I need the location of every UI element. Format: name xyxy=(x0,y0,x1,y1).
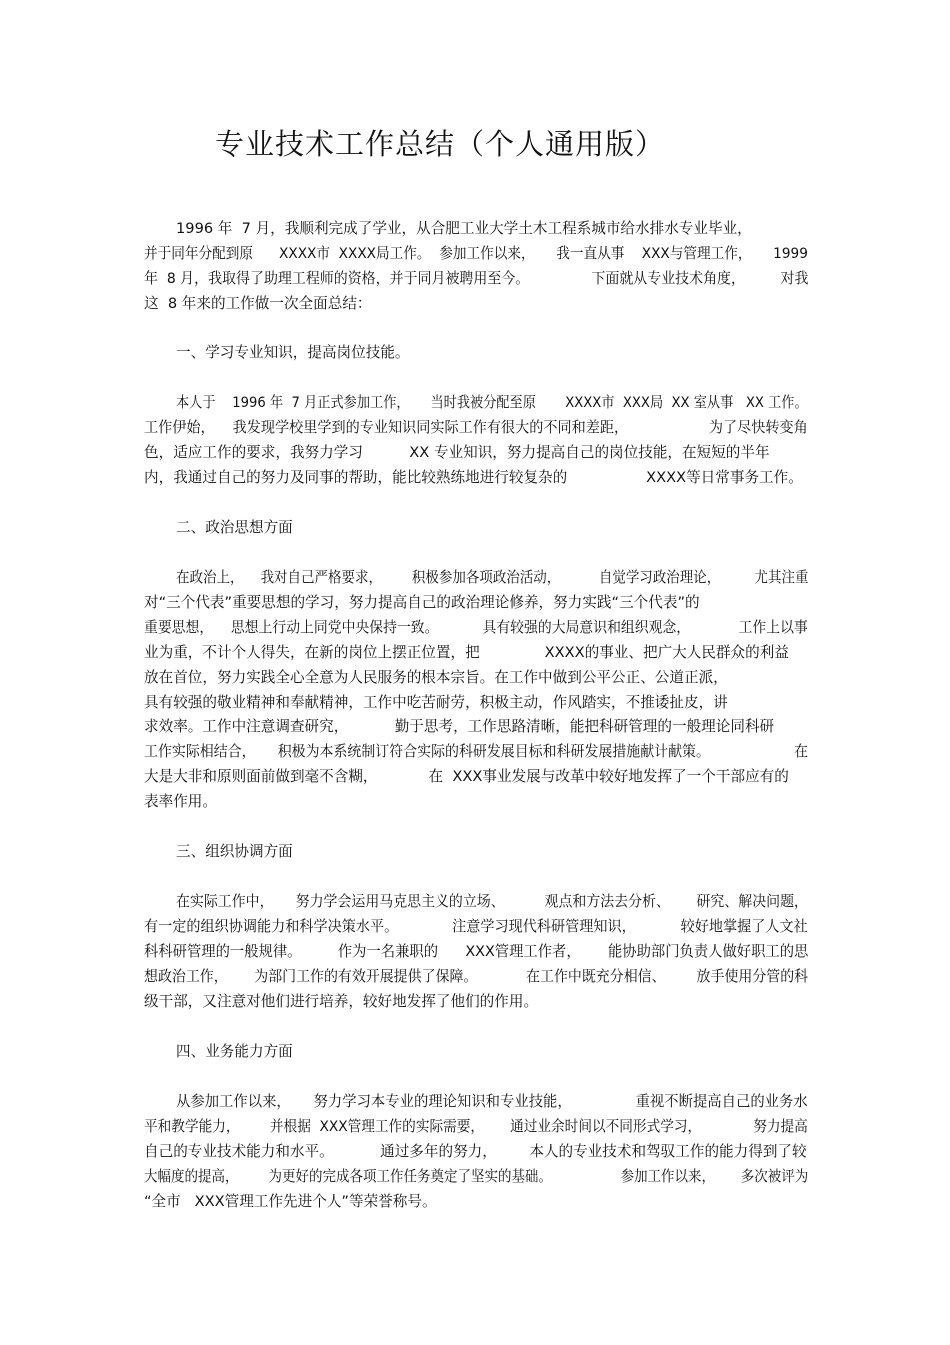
paragraph-line: 求效率。工作中注意调查研究， 勤于思考，工作思路清晰，能把科研管理的一般理论同科研 xyxy=(144,718,775,735)
paragraph-line: 表率作用。 xyxy=(144,793,217,810)
paragraph-line: 有一定的组织协调能力和科学决策水平。 注意学习现代科研管理知识， 较好地掌握了人文社 xyxy=(144,918,808,935)
paragraph-line: 工作实际相结合， 积极为本系统制订符合实际的科研发展目标和科研发展措施献计献策。 在 xyxy=(144,743,809,760)
paragraph-line: 具有较强的敬业精神和奉献精神，工作中吃苦耐劳，积极主动，作风踏实，不推诿扯皮，讲 xyxy=(144,694,728,711)
paragraph-line: 业为重，不计个人得失，在新的岗位上摆正位置，把 XXXX的事业、把广大人民群众的利益 xyxy=(144,644,789,661)
intro-line: 年 8 月，我取得了助理工程师的资格，并于同月被聘用至今。 下面就从专业技术角度， 对我 xyxy=(144,270,809,287)
paragraph-line: 放在首位，努力实践全心全意为人民服务的根本宗旨。在工作中做到公平公正、公道正派， xyxy=(144,669,728,686)
paragraph-line: 色，适应工作的要求，我努力学习 XX 专业知识，努力提高自己的岗位技能，在短短的半年 xyxy=(144,444,770,461)
intro-line: 这 8 年来的工作做一次全面总结： xyxy=(144,295,372,312)
paragraph-line: 级干部，又注意对他们进行培养，较好地发挥了他们的作用。 xyxy=(144,993,539,1010)
paragraph-line: 想政治工作， 为部门工作的有效开展提供了保障。 在工作中既充分相信、 放手使用分管的科 xyxy=(144,968,809,985)
paragraph-line: 科科研管理的一般规律。 作为一名兼职的 XXX管理工作者， 能协助部门负责人做好职工的思 xyxy=(144,943,809,960)
paragraph-line: 平和教学能力， 并根据 XXX管理工作的实际需要， 通过业余时间以不同形式学习， 努力提高 xyxy=(144,1118,808,1135)
section-heading: 四、业务能力方面 xyxy=(176,1043,293,1060)
paragraph-line: 大是大非和原则面前做到毫不含糊， 在 XXX事业发展与改革中较好地发挥了一个干部应有的 xyxy=(144,768,789,785)
paragraph-line: 大幅度的提高， 为更好的完成各项工作任务奠定了坚实的基础。 参加工作以来， 多次被评为 xyxy=(144,1168,809,1185)
paragraph-line: 在政治上， 我对自己严格要求， 积极参加各项政治活动， 自觉学习政治理论， 尤其注重 xyxy=(176,569,809,586)
paragraph-line: 从参加工作以来， 努力学习本专业的理论知识和专业技能， 重视不断提高自己的业务水 xyxy=(176,1093,808,1110)
section-heading: 二、政治思想方面 xyxy=(176,519,293,536)
paragraph-line: 对“三个代表”重要思想的学习，努力提高自己的政治理论修养，努力实践“三个代表”的 xyxy=(144,594,700,611)
paragraph-line: 工作伊始， 我发现学校里学到的专业知识同实际工作有很大的不同和差距， 为了尽快转变角 xyxy=(144,419,808,436)
paragraph-line: “全市 XXX管理工作先进个人”等荣誉称号。 xyxy=(144,1193,437,1210)
section-heading: 一、学习专业知识，提高岗位技能。 xyxy=(176,344,410,361)
document-title: 专业技术工作总结（个人通用版） xyxy=(214,127,665,161)
section-heading: 三、组织协调方面 xyxy=(176,843,293,860)
intro-line: 并于同年分配到原 XXXX市 XXXX局工作。 参加工作以来， 我一直从事 XXX与管理工作， 1999 xyxy=(144,245,808,262)
paragraph-line: 重要思想， 思想上行动上同党中央保持一致。 具有较强的大局意识和组织观念， 工作上以事 xyxy=(144,619,808,636)
paragraph-line: 自己的专业技术能力和水平。 通过多年的努力， 本人的专业技术和驾驭工作的能力得到了较 xyxy=(144,1143,807,1160)
paragraph-line: 在实际工作中， 努力学会运用马克思主义的立场、 观点和方法去分析、 研究、解决问题， xyxy=(176,893,808,910)
paragraph-line: 内，我通过自己的努力及同事的帮助，能比较熟练地进行较复杂的 XXXX等日常事务工作。 xyxy=(144,469,803,486)
intro-line: 1996 年 7 月，我顺利完成了学业，从合肥工业大学土木工程系城市给水排水专业毕业， xyxy=(176,220,752,237)
paragraph-line: 本人于 1996 年 7 月正式参加工作， 当时我被分配至原 XXXX市 XXX局 XX 室从事 XX 工作。 xyxy=(176,394,808,411)
